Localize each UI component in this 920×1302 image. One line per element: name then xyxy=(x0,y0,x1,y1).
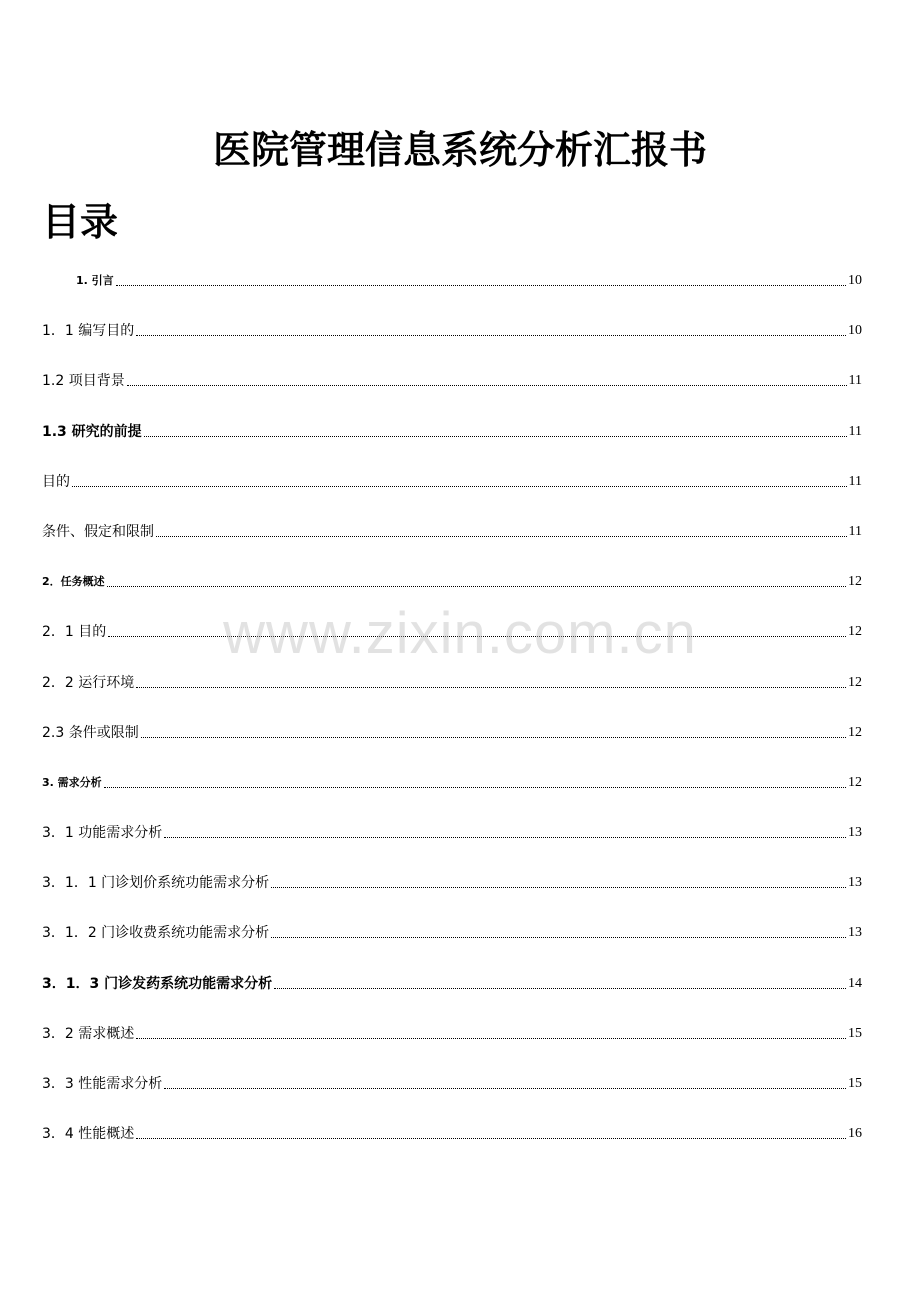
toc-dot-leader xyxy=(104,772,846,788)
toc-entry-label: 1.3 研究的前提 xyxy=(42,423,142,440)
toc-dot-leader xyxy=(141,722,846,738)
toc-entry[interactable] xyxy=(42,621,862,671)
toc-entry-page: 11 xyxy=(848,473,862,489)
toc-dot-leader xyxy=(127,370,847,386)
toc-entry[interactable] xyxy=(42,1123,862,1173)
toc-entry-label: 1.2 项目背景 xyxy=(42,373,125,390)
toc-entry-page: 12 xyxy=(848,724,862,740)
toc-dot-leader xyxy=(274,973,846,989)
toc-dot-leader xyxy=(136,320,846,336)
toc-entry[interactable] xyxy=(42,320,862,370)
toc-entry[interactable] xyxy=(42,772,862,822)
toc-entry-label: 3．2 需求概述 xyxy=(42,1025,135,1042)
toc-dot-leader xyxy=(271,922,846,938)
toc-entry-label: 目的 xyxy=(42,473,70,490)
toc-entry-page: 12 xyxy=(848,674,862,690)
toc-entry-page: 14 xyxy=(848,975,862,991)
toc-entry-label: 1. 引言 xyxy=(76,274,114,287)
toc-dot-leader xyxy=(136,672,846,688)
toc-entry-label: 条件、假定和限制 xyxy=(42,523,154,540)
toc-dot-leader xyxy=(107,571,846,587)
toc-dot-leader xyxy=(164,1073,846,1089)
toc-entry-label: 3. 需求分析 xyxy=(42,775,102,789)
toc-entry-label: 2．1 目的 xyxy=(42,624,107,641)
toc-dot-leader xyxy=(271,872,846,888)
toc-entry-page: 13 xyxy=(848,875,862,891)
toc-entry-page: 10 xyxy=(848,273,862,288)
toc-dot-leader xyxy=(164,822,846,838)
watermark: www.zixin.com.cn xyxy=(223,601,697,666)
toc-entry-page: 15 xyxy=(848,1025,862,1041)
toc-entry-page: 12 xyxy=(848,774,862,790)
toc-entry[interactable] xyxy=(42,822,862,872)
toc-entry[interactable] xyxy=(42,922,862,972)
toc-entry-label: 3．1．1 门诊划价系统功能需求分析 xyxy=(42,875,270,892)
toc-entry-page: 13 xyxy=(848,925,862,941)
toc-entry-label: 3．4 性能概述 xyxy=(42,1126,135,1143)
toc-entry-page: 10 xyxy=(848,323,862,339)
toc-entry-label: 3．1．2 门诊收费系统功能需求分析 xyxy=(42,925,270,942)
toc-entry-label: 3．3 性能需求分析 xyxy=(42,1076,163,1092)
toc-entry[interactable] xyxy=(42,1023,862,1073)
toc-entry-page: 16 xyxy=(848,1126,862,1142)
toc-entry-label: 1．1 编写目的 xyxy=(42,323,135,340)
toc-entry-page: 13 xyxy=(848,825,862,841)
toc-entry-label: 2．2 运行环境 xyxy=(42,674,135,691)
toc-heading: 目录 xyxy=(42,200,119,244)
toc-entry[interactable] xyxy=(42,722,862,772)
toc-entry-page: 11 xyxy=(848,523,862,539)
toc-entry[interactable] xyxy=(42,521,862,571)
toc-entry[interactable] xyxy=(42,973,862,1023)
toc-dot-leader xyxy=(136,1023,846,1039)
toc-entry[interactable] xyxy=(42,370,862,420)
document-title: 医院管理信息系统分析汇报书 xyxy=(212,128,707,172)
toc-dot-leader xyxy=(108,621,846,637)
toc-entry-page: 12 xyxy=(848,574,862,590)
toc-entry[interactable] xyxy=(42,1073,862,1123)
toc-entry-page: 11 xyxy=(848,373,862,389)
toc-dot-leader xyxy=(116,270,846,286)
toc-entry[interactable] xyxy=(42,471,862,521)
toc-dot-leader xyxy=(72,471,847,487)
toc-dot-leader xyxy=(144,421,847,437)
toc-dot-leader xyxy=(156,521,847,537)
toc-entry-label: 2.3 条件或限制 xyxy=(42,724,139,741)
toc-dot-leader xyxy=(136,1123,846,1139)
toc-entry-label: 2．任务概述 xyxy=(42,575,105,589)
toc-entry-label: 3．1 功能需求分析 xyxy=(42,825,163,842)
toc-entry[interactable] xyxy=(42,421,862,471)
table-of-contents xyxy=(42,270,862,1173)
toc-entry[interactable] xyxy=(42,872,862,922)
toc-entry-page: 12 xyxy=(848,624,862,640)
toc-entry[interactable] xyxy=(42,672,862,722)
toc-entry-page: 15 xyxy=(848,1076,862,1091)
toc-entry-page: 11 xyxy=(848,423,862,439)
toc-entry-label: 3．1．3 门诊发药系统功能需求分析 xyxy=(42,975,273,992)
toc-entry[interactable] xyxy=(42,571,862,621)
toc-entry[interactable] xyxy=(42,270,862,320)
